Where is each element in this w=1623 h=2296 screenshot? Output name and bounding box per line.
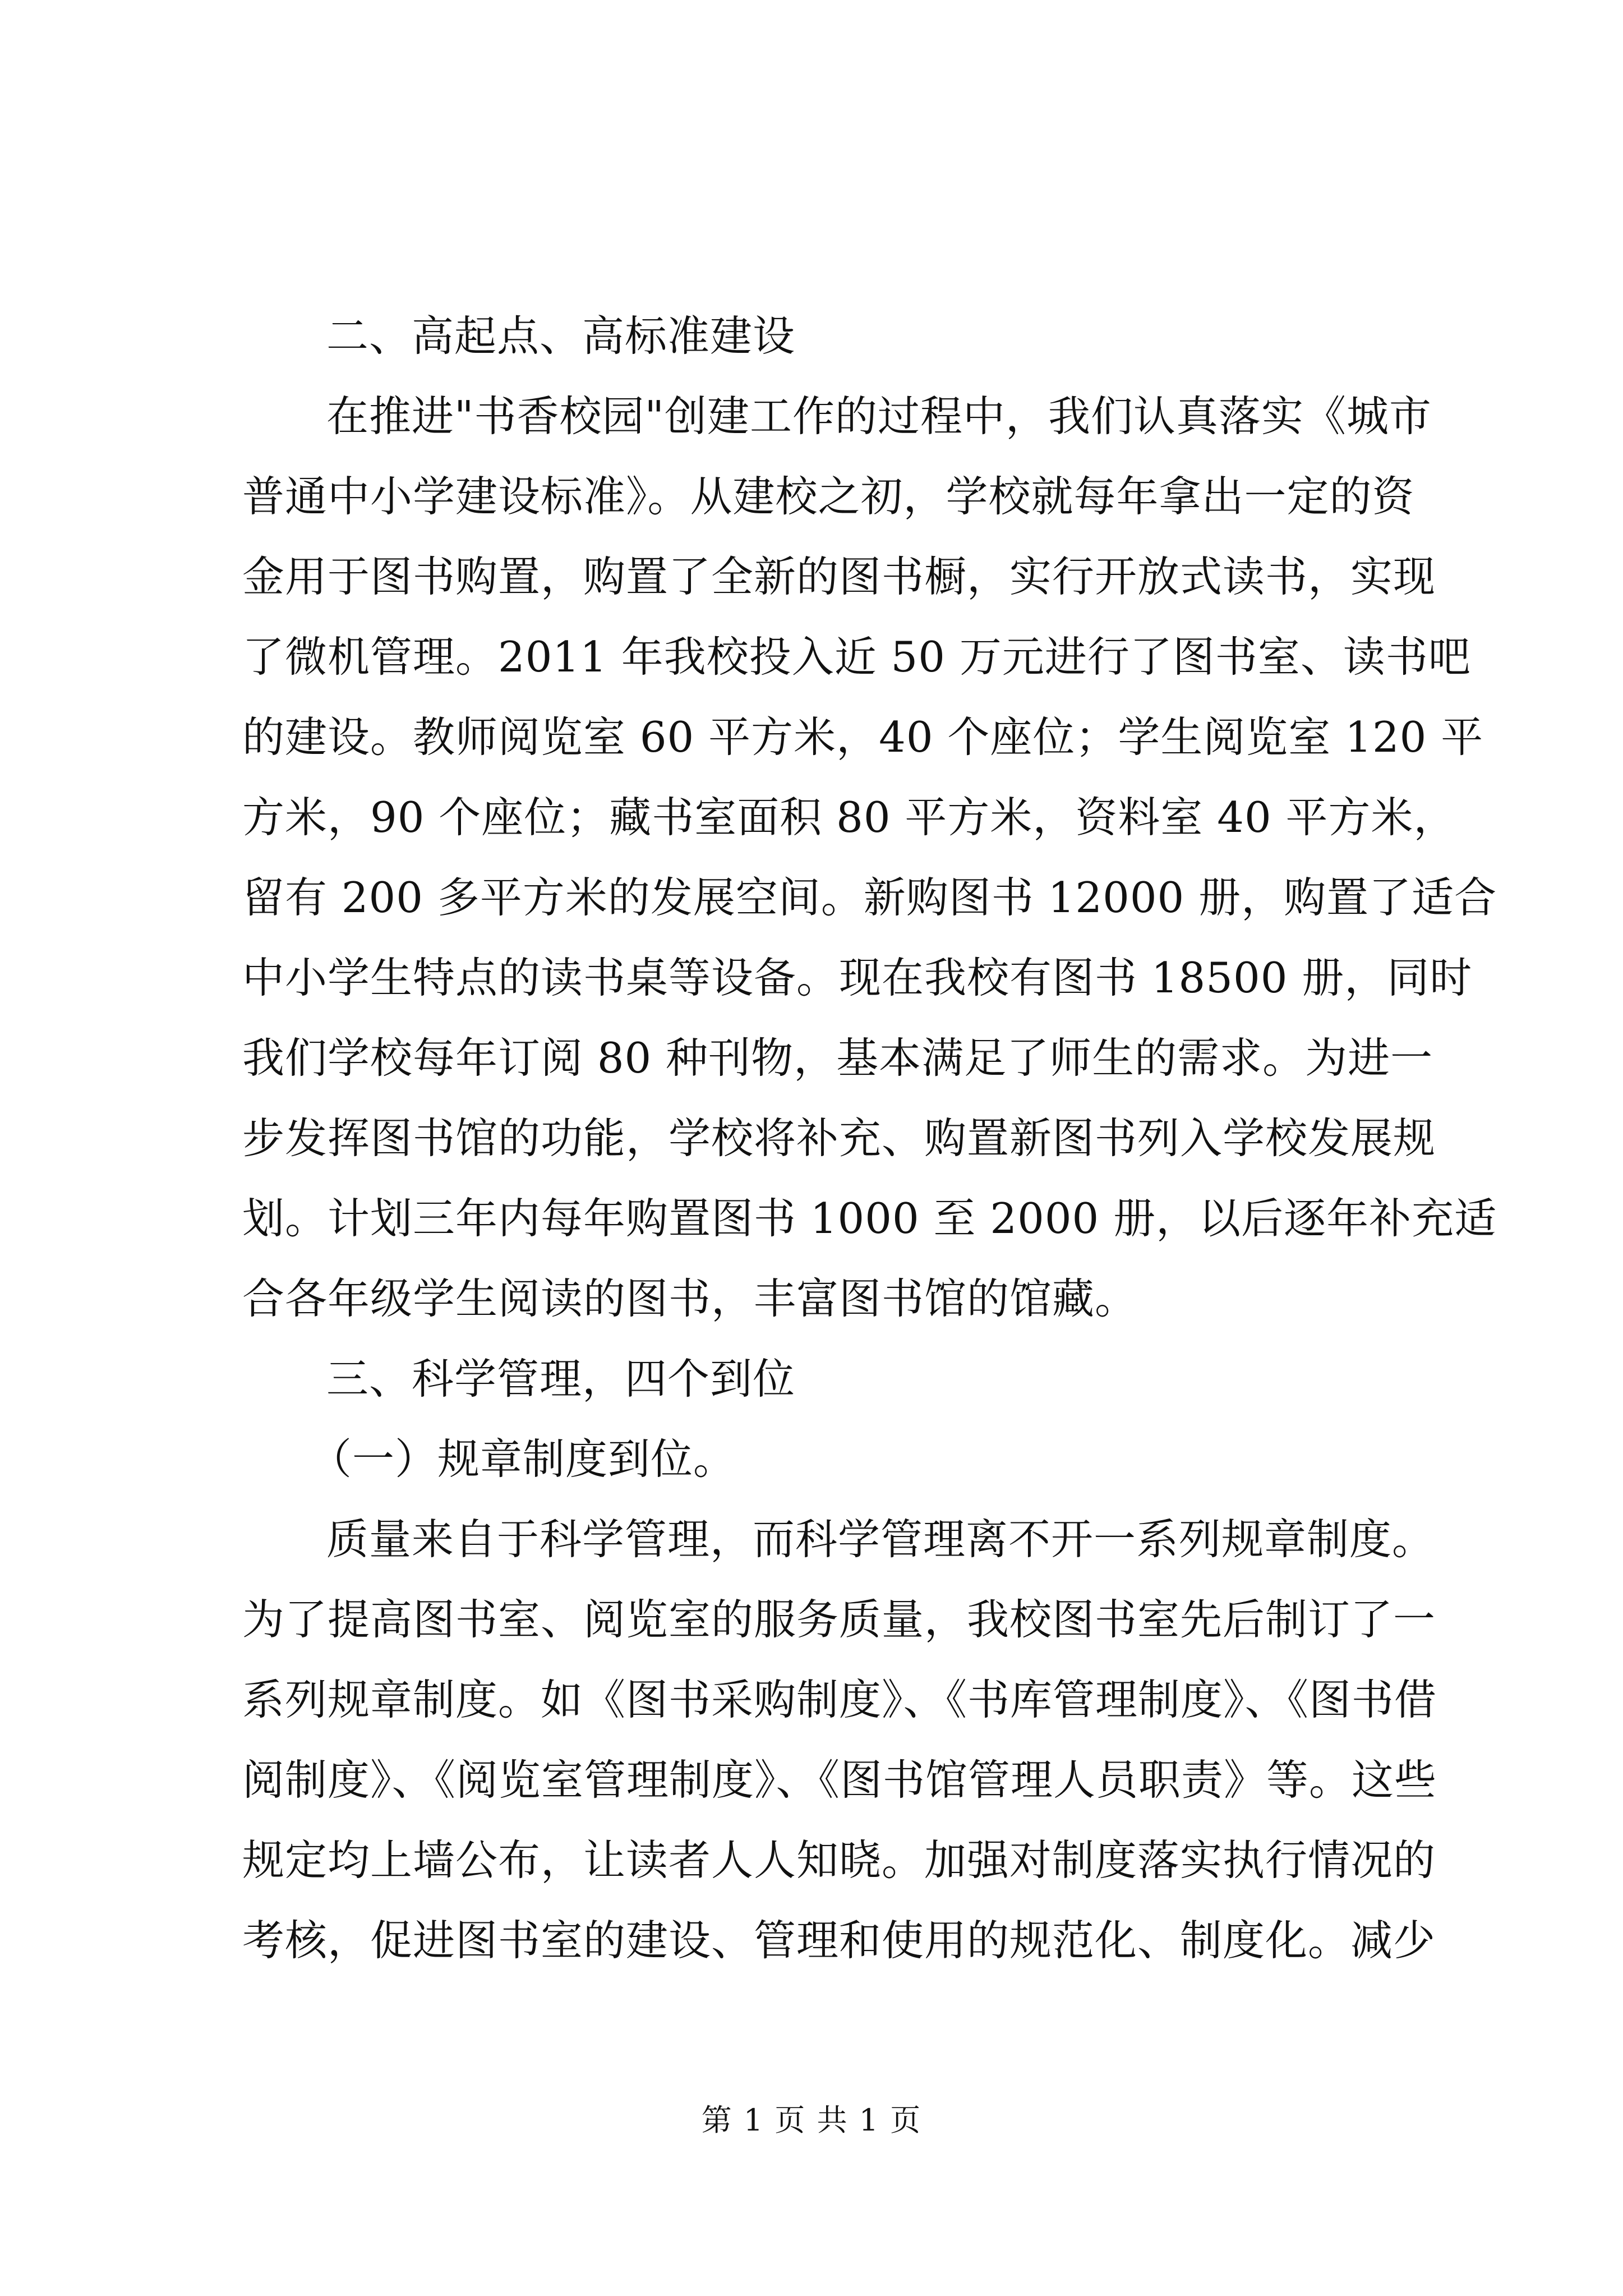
paragraph-line: 我们学校每年订阅 80 种刊物，基本满足了师生的需求。为进一: [242, 1033, 1433, 1083]
document-body: [242, 296, 1497, 1981]
paragraph-line: 金用于图书购置，购置了全新的图书橱，实行开放式读书，实现: [242, 552, 1436, 601]
paragraph-line: 质量来自于科学管理，而科学管理离不开一系列规章制度。: [326, 1515, 1435, 1564]
paragraph-line: 中小学生特点的读书桌等设备。现在我校有图书 18500 册，同时: [242, 953, 1473, 1002]
subsection-heading: （一）规章制度到位。: [310, 1434, 736, 1484]
paragraph-line: 考核，促进图书室的建设、管理和使用的规范化、制度化。减少: [242, 1916, 1436, 1965]
paragraph-line: 的建设。教师阅览室 60 平方米，40 个座位；学生阅览室 120 平: [242, 712, 1484, 762]
paragraph-line: 规定均上墙公布，让读者人人知晓。加强对制度落实执行情况的: [242, 1835, 1436, 1885]
paragraph-line: 了微机管理。2011 年我校投入近 50 万元进行了图书室、读书吧: [242, 632, 1471, 682]
paragraph-line: 步发挥图书馆的功能，学校将补充、购置新图书列入学校发展规: [242, 1114, 1436, 1163]
paragraph-line: 系列规章制度。如《图书采购制度》、《书库管理制度》、《图书借: [242, 1675, 1437, 1724]
paragraph-line: 划。计划三年内每年购置图书 1000 至 2000 册，以后逐年补充适: [242, 1194, 1497, 1243]
paragraph-line: 普通中小学建设标准》。从建校之初，学校就每年拿出一定的资: [242, 472, 1415, 521]
page-number-footer: 第 1 页 共 1 页: [701, 2102, 922, 2138]
paragraph-line: 方米，90 个座位；藏书室面积 80 平方米，资料室 40 平方米，: [242, 793, 1456, 842]
paragraph-line: 合各年级学生阅读的图书，丰富图书馆的馆藏。: [242, 1274, 1138, 1323]
paragraph-line: 为了提高图书室、阅览室的服务质量，我校图书室先后制订了一: [242, 1595, 1436, 1644]
paragraph-line: 阅制度》、《阅览室管理制度》、《图书馆管理人员职责》等。这些: [242, 1755, 1437, 1805]
section-heading: 三、科学管理，四个到位: [326, 1354, 796, 1404]
section-heading: 二、高起点、高标准建设: [326, 311, 796, 361]
paragraph-line: 留有 200 多平方米的发展空间。新购图书 12000 册，购置了适合: [242, 873, 1497, 922]
paragraph-line: 在推进"书香校园"创建工作的过程中，我们认真落实《城市: [326, 392, 1432, 441]
